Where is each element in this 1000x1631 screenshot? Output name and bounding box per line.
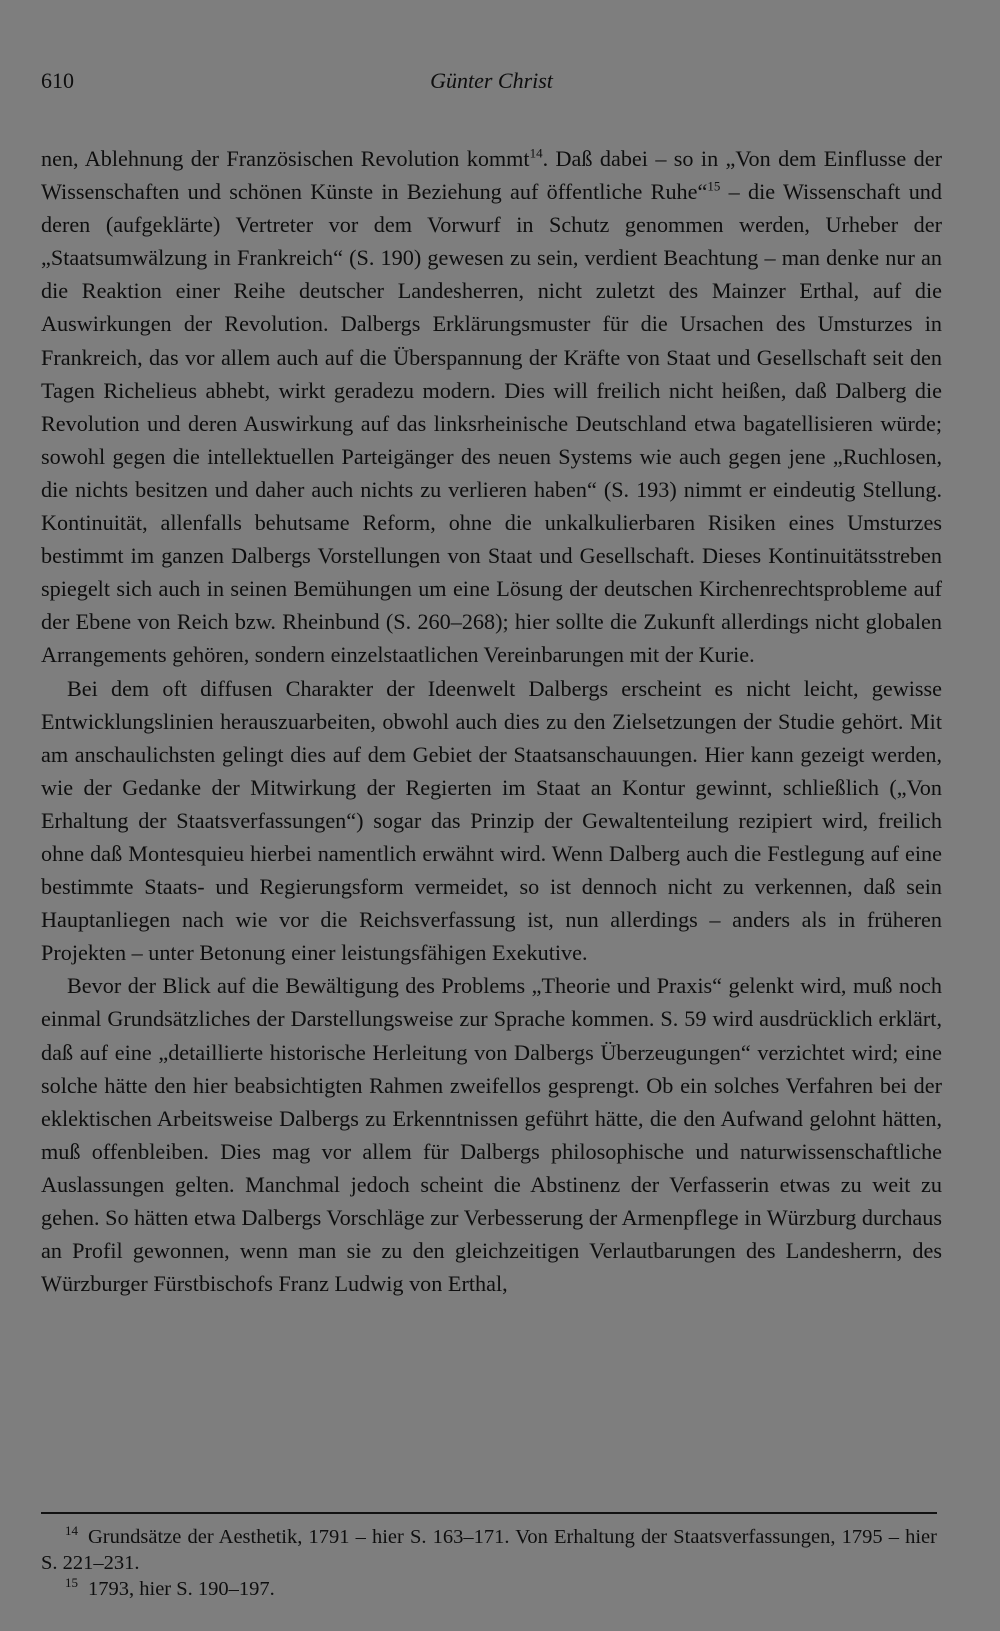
footnote-ref-14: 14 xyxy=(529,145,543,161)
footnote-15 xyxy=(41,1576,937,1602)
footnote-ref-15: 15 xyxy=(707,178,721,194)
paragraph-3: Bevor der Blick auf die Bewältigung des Problems „Theorie und Praxis“ gelenkt wird, muß noch einmal Grundsätzliches der Darstellungsweise zur Sprache kommen. S. 59 wird ausdrücklich erklärt, daß auf eine „detaillierte historische Herleitung von Dalbergs Überzeugungen“ verzichtet wird; eine solche hätte den hier beabsichtigten Rahmen zweifellos gesprengt. Ob ein solches Verfahren bei der eklektischen Arbeitsweise Dalbergs zu Erkenntnissen geführt hätte, die den Aufwand gelohnt hätten, muß offenbleiben. Dies mag vor allem für Dalbergs philosophische und naturwissenschaftliche Auslassungen gelten. Manchmal jedoch scheint die Abstinenz der Verfasserin etwas zu weit zu gehen. So hätten etwa Dalbergs Vorschläge zur Verbesserung der Armenpflege in Würzburg durchaus an Profil gewonnen, wenn man sie zu den gleichzeitigen Verlautbarungen des Landesherrn, des Würzburger Fürstbischofs Franz Ludwig von Erthal, xyxy=(41,973,942,1297)
footnote-15-mark: 15 xyxy=(65,1575,78,1591)
footnote-14-mark: 14 xyxy=(65,1523,78,1539)
page-number: 610 xyxy=(41,68,74,93)
page xyxy=(41,60,942,1300)
running-head: Günter Christ xyxy=(430,68,553,93)
paragraph-1 xyxy=(41,142,942,672)
body-text xyxy=(41,142,942,1300)
footnote-15-text: 1793, hier S. 190–197. xyxy=(88,1578,275,1600)
page-header xyxy=(41,60,942,100)
paragraph-1-part-2: . Daß dabei – so in „Von dem Einflusse der Wissenschaften und schönen Künste in Beziehung auf öffentliche Ruhe“ xyxy=(41,146,942,205)
footnotes xyxy=(41,1524,937,1602)
footnote-14 xyxy=(41,1524,937,1576)
paragraph-1-part-1: nen, Ablehnung der Französischen Revolution kommt xyxy=(41,146,530,171)
footnote-divider xyxy=(41,1512,937,1514)
paragraph-1-part-3: – die Wissenschaft und deren (aufgeklärte) Vertreter vor dem Vorwurf in Schutz genommen werden, Urheber der „Staatsumwälzung in Frankreich“ (S. 190) gewesen zu sein, verdient Beachtung – man denke nur an die Reaktion einer Reihe deutscher Landesherren, nicht zuletzt des Mainzer Erthal, auf die Auswirkungen der Revolution. Dalbergs Erklärungsmuster für die Ursachen des Umsturzes in Frankreich, das vor allem auch auf die Überspannung der Kräfte von Staat und Gesellschaft seit den Tagen Richelieus abhebt, wirkt geradezu modern. Dies will freilich nicht heißen, daß Dalberg die Revolution und deren Auswirkung auf das linksrheinische Deutschland etwa bagatellisieren würde; sowohl gegen die intellektuellen Parteigänger des neuen Systems wie auch gegen jene „Ruchlosen, die nichts besitzen und daher auch nichts zu verlieren haben“ (S. 193) nimmt er eindeutig Stellung. Kontinuität, allenfalls behutsame Reform, ohne die unkalkulierbaren Risiken eines Umsturzes bestimmt im ganzen Dalbergs Vorstellungen von Staat und Gesellschaft. Dieses Kontinuitätsstreben spiegelt sich auch in seinen Bemühungen um eine Lösung der deutschen Kirchenrechtsprobleme auf der Ebene von Reich bzw. Rheinbund (S. 260–268); hier sollte die Zukunft allerdings nicht globalen Arrangements gehören, sondern einzelstaatlichen Vereinbarungen mit der Kurie. xyxy=(41,179,942,668)
paragraph-2: Bei dem oft diffusen Charakter der Ideenwelt Dalbergs erscheint es nicht leicht, gewisse Entwicklungslinien herauszuarbeiten, obwohl auch dies zu den Zielsetzungen der Studie gehört. Mit am anschaulichsten gelingt dies auf dem Gebiet der Staatsanschauungen. Hier kann gezeigt werden, wie der Gedanke der Mitwirkung der Regierten im Staat an Kontur gewinnt, schließlich („Von Erhaltung der Staatsverfassungen“) sogar das Prinzip der Gewaltenteilung rezipiert wird, freilich ohne daß Montesquieu hierbei namentlich erwähnt wird. Wenn Dalberg auch die Festlegung auf eine bestimmte Staats- und Regierungsform vermeidet, so ist dennoch nicht zu verkennen, daß sein Hauptanliegen nach wie vor die Reichsverfassung ist, nun allerdings – anders als in früheren Projekten – unter Betonung einer leistungsfähigen Exekutive. xyxy=(41,675,942,966)
footnote-14-text: Grundsätze der Aesthetik, 1791 – hier S. 163–171. Von Erhaltung der Staatsverfassungen, 1795 – hier S. 221–231. xyxy=(41,1526,937,1574)
